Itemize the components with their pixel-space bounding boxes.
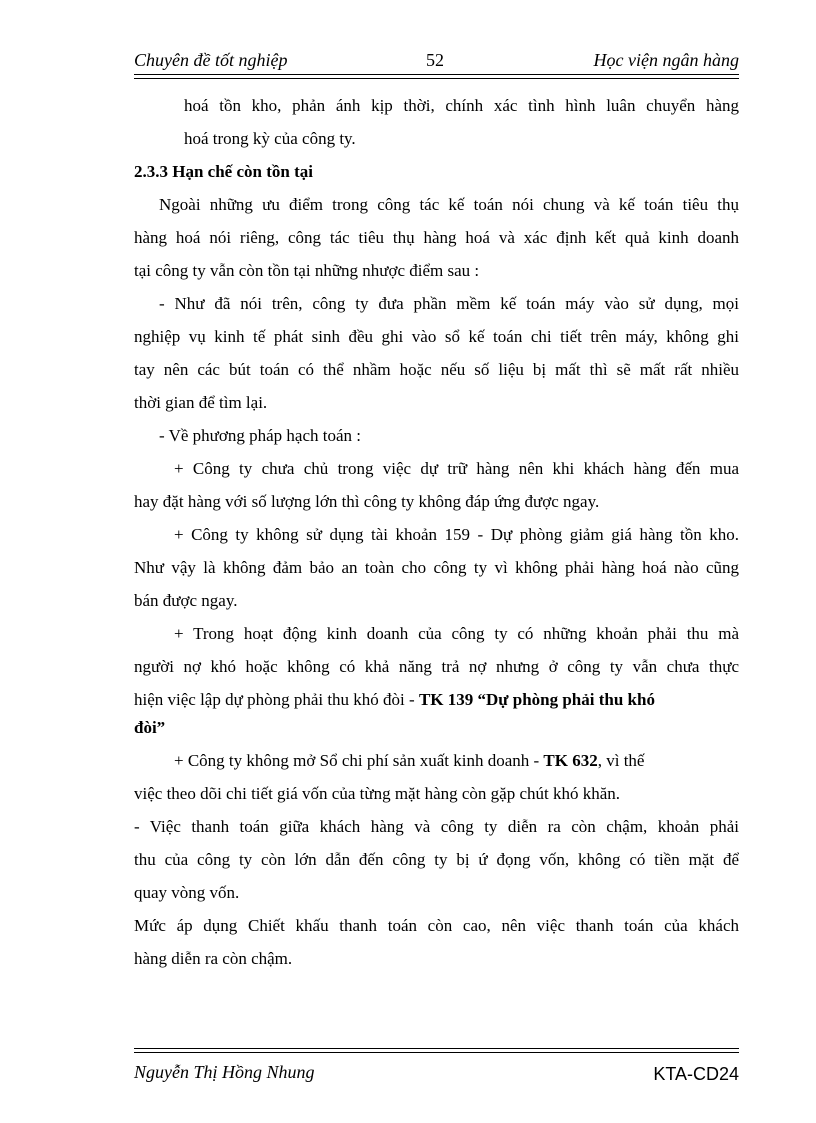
page-header [134,46,739,76]
footer-rule [134,1048,739,1053]
text-line: + Công ty chưa chủ trong việc dự trữ hàng nên khi khách hàng đến mua [174,459,739,478]
text-line: hàng hoá nói riêng, công tác tiêu thụ hàng hoá và xác định kết quả kinh doanh [134,228,739,247]
text-line: thời gian để tìm lại. [134,393,268,412]
text-line: hoá tồn kho, phản ánh kịp thời, chính xác tình hình luân chuyển hàng [184,96,739,115]
text-line: Như vậy là không đảm bảo an toàn cho công ty vì không phải hàng hoá nào cũng [134,558,739,577]
text-line: - Về phương pháp hạch toán : [159,426,362,445]
text-line: + Công ty không sử dụng tài khoản 159 - Dự phòng giảm giá hàng tồn kho. [174,525,739,544]
account-reference: TK 139 “Dự phòng phải thu khó [418,690,655,709]
text-line: tay nên các bút toán có thể nhầm hoặc nếu số liệu bị mất thì sẽ mất rất nhiều [134,360,739,379]
text-line: nghiệp vụ kinh tế phát sinh đều ghi vào sổ kế toán chi tiết trên máy, không ghi [134,327,739,346]
text-line: quay vòng vốn. [134,883,240,902]
header-rule [134,74,739,79]
text-line: thu của công ty còn lớn dẫn đến công ty bị ứ đọng vốn, không có tiền mặt để [134,850,739,869]
author-name: Nguyễn Thị Hồng Nhung [134,1062,315,1082]
text-line: tại công ty vẫn còn tồn tại những nhược điểm sau : [134,261,480,280]
text-line: hay đặt hàng với số lượng lớn thì công ty không đáp ứng được ngay. [134,492,600,511]
text-line: việc theo dõi chi tiết giá vốn của từng mặt hàng còn gặp chút khó khăn. [134,784,621,803]
text-line: người nợ khó hoặc không có khả năng trả nợ nhưng ở công ty vẫn chưa thực [134,657,739,676]
page-footer [134,1048,739,1084]
text-segment: hiện việc lập dự phòng phải thu khó đòi - [134,690,415,709]
text-line: Mức áp dụng Chiết khấu thanh toán còn cao, nên việc thanh toán của khách [134,916,739,935]
text-line: + Trong hoạt động kinh doanh của công ty có những khoản phải thu mà [174,624,739,643]
class-code: KTA-CD24 [653,1064,739,1084]
text-line: hoá trong kỳ của công ty. [184,129,356,148]
section-heading: 2.3.3 Hạn chế còn tồn tại [134,162,313,181]
text-segment: + Công ty không mở Sổ chi phí sản xuất kinh doanh - [174,751,540,770]
text-segment: , vì thế [597,751,645,770]
text-line: hàng diễn ra còn chậm. [134,949,293,968]
header-left-text: Chuyên đề tốt nghiệp [134,50,288,70]
page-number: 52 [426,50,444,70]
text-line: bán được ngay. [134,591,238,610]
account-reference: TK 632 [543,751,598,770]
text-line [174,745,779,777]
header-right-text: Học viện ngân hàng [593,50,739,70]
text-line: - Như đã nói trên, công ty đưa phần mềm kế toán máy vào sử dụng, mọi [159,294,739,313]
text-line: Ngoài những ưu điểm trong công tác kế toán nói chung và kế toán tiêu thụ [159,195,739,214]
text-line: - Việc thanh toán giữa khách hàng và công ty diễn ra còn chậm, khoản phải [134,817,739,836]
account-reference-continued: đòi” [134,718,166,737]
